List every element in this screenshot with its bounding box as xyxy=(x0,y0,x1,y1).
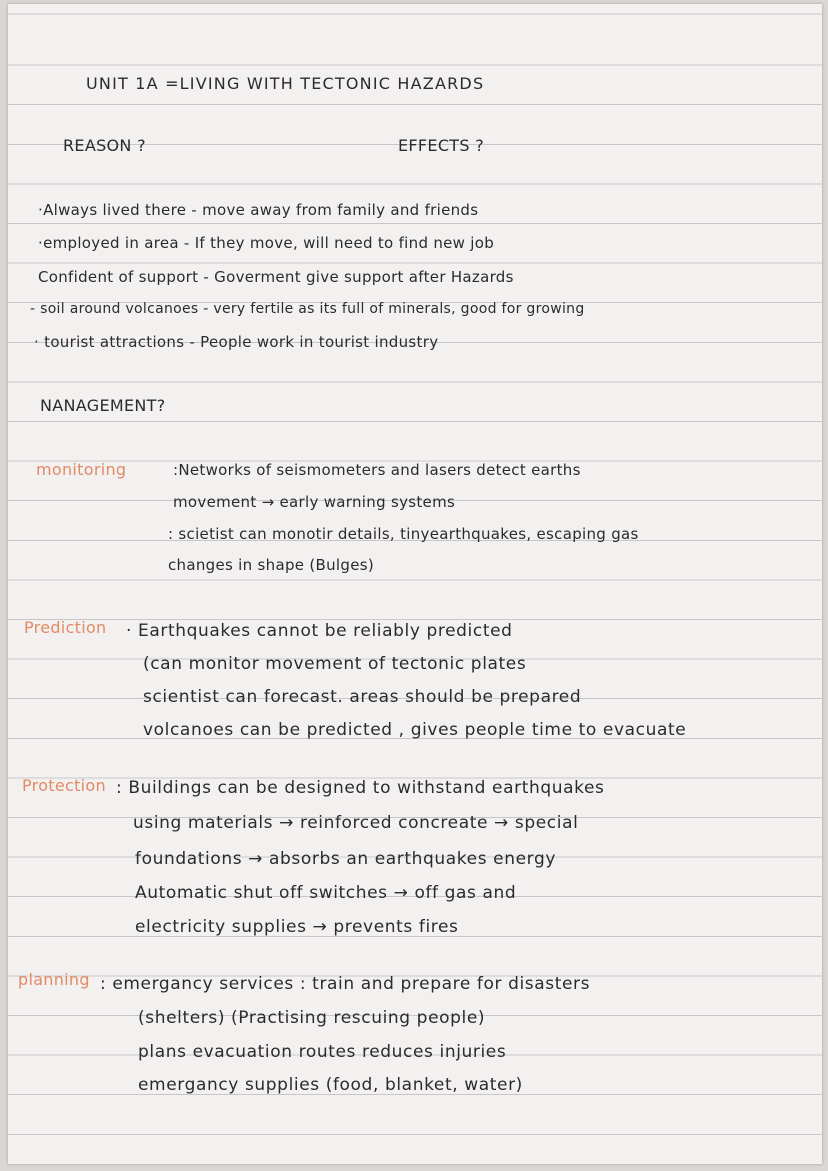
reason-heading: REASON ? xyxy=(63,136,146,155)
planning-line: : emergancy services : train and prepare for disasters xyxy=(100,974,591,994)
management-heading: NANAGEMENT? xyxy=(40,396,166,415)
planning-line: (shelters) (Practising rescuing people) xyxy=(138,1008,486,1028)
list-item: ·employed in area - If they move, will need to find new job xyxy=(38,234,495,252)
planning-line: plans evacuation routes reduces injuries xyxy=(138,1042,507,1062)
protection-line: foundations → absorbs an earthquakes energy xyxy=(135,849,556,869)
page-title: UNIT 1A =LIVING WITH TECTONIC HAZARDS xyxy=(86,74,485,93)
monitoring-line: changes in shape (Bulges) xyxy=(168,556,374,574)
list-item: · tourist attractions - People work in tourist industry xyxy=(34,333,439,351)
protection-line: Automatic shut off switches → off gas and xyxy=(135,883,517,903)
effects-heading: EFFECTS ? xyxy=(398,136,485,155)
planning-line: emergancy supplies (food, blanket, water) xyxy=(138,1075,523,1095)
list-item: Confident of support - Goverment give support after Hazards xyxy=(38,268,514,286)
monitoring-line: movement → early warning systems xyxy=(173,493,456,511)
prediction-line: (can monitor movement of tectonic plates xyxy=(143,654,527,674)
protection-line: : Buildings can be designed to withstand earthquakes xyxy=(116,778,605,798)
list-item: ·Always lived there - move away from family and friends xyxy=(38,201,479,219)
notebook-page xyxy=(8,4,822,1164)
protection-label: Protection xyxy=(22,776,106,795)
list-item: - soil around volcanoes - very fertile as its full of minerals, good for growing xyxy=(30,301,585,317)
monitoring-line: :Networks of seismometers and lasers detect earths xyxy=(173,461,581,479)
prediction-line: scientist can forecast. areas should be prepared xyxy=(143,687,582,707)
prediction-label: Prediction xyxy=(24,618,107,637)
prediction-line: · Earthquakes cannot be reliably predicted xyxy=(126,621,513,641)
planning-label: planning xyxy=(18,970,90,989)
prediction-line: volcanoes can be predicted , gives people time to evacuate xyxy=(143,720,687,740)
monitoring-label: monitoring xyxy=(36,460,127,479)
protection-line: electricity supplies → prevents fires xyxy=(135,917,459,937)
monitoring-line: : scietist can monotir details, tinyearthquakes, escaping gas xyxy=(168,525,639,543)
protection-line: using materials → reinforced concreate → special xyxy=(133,813,579,833)
